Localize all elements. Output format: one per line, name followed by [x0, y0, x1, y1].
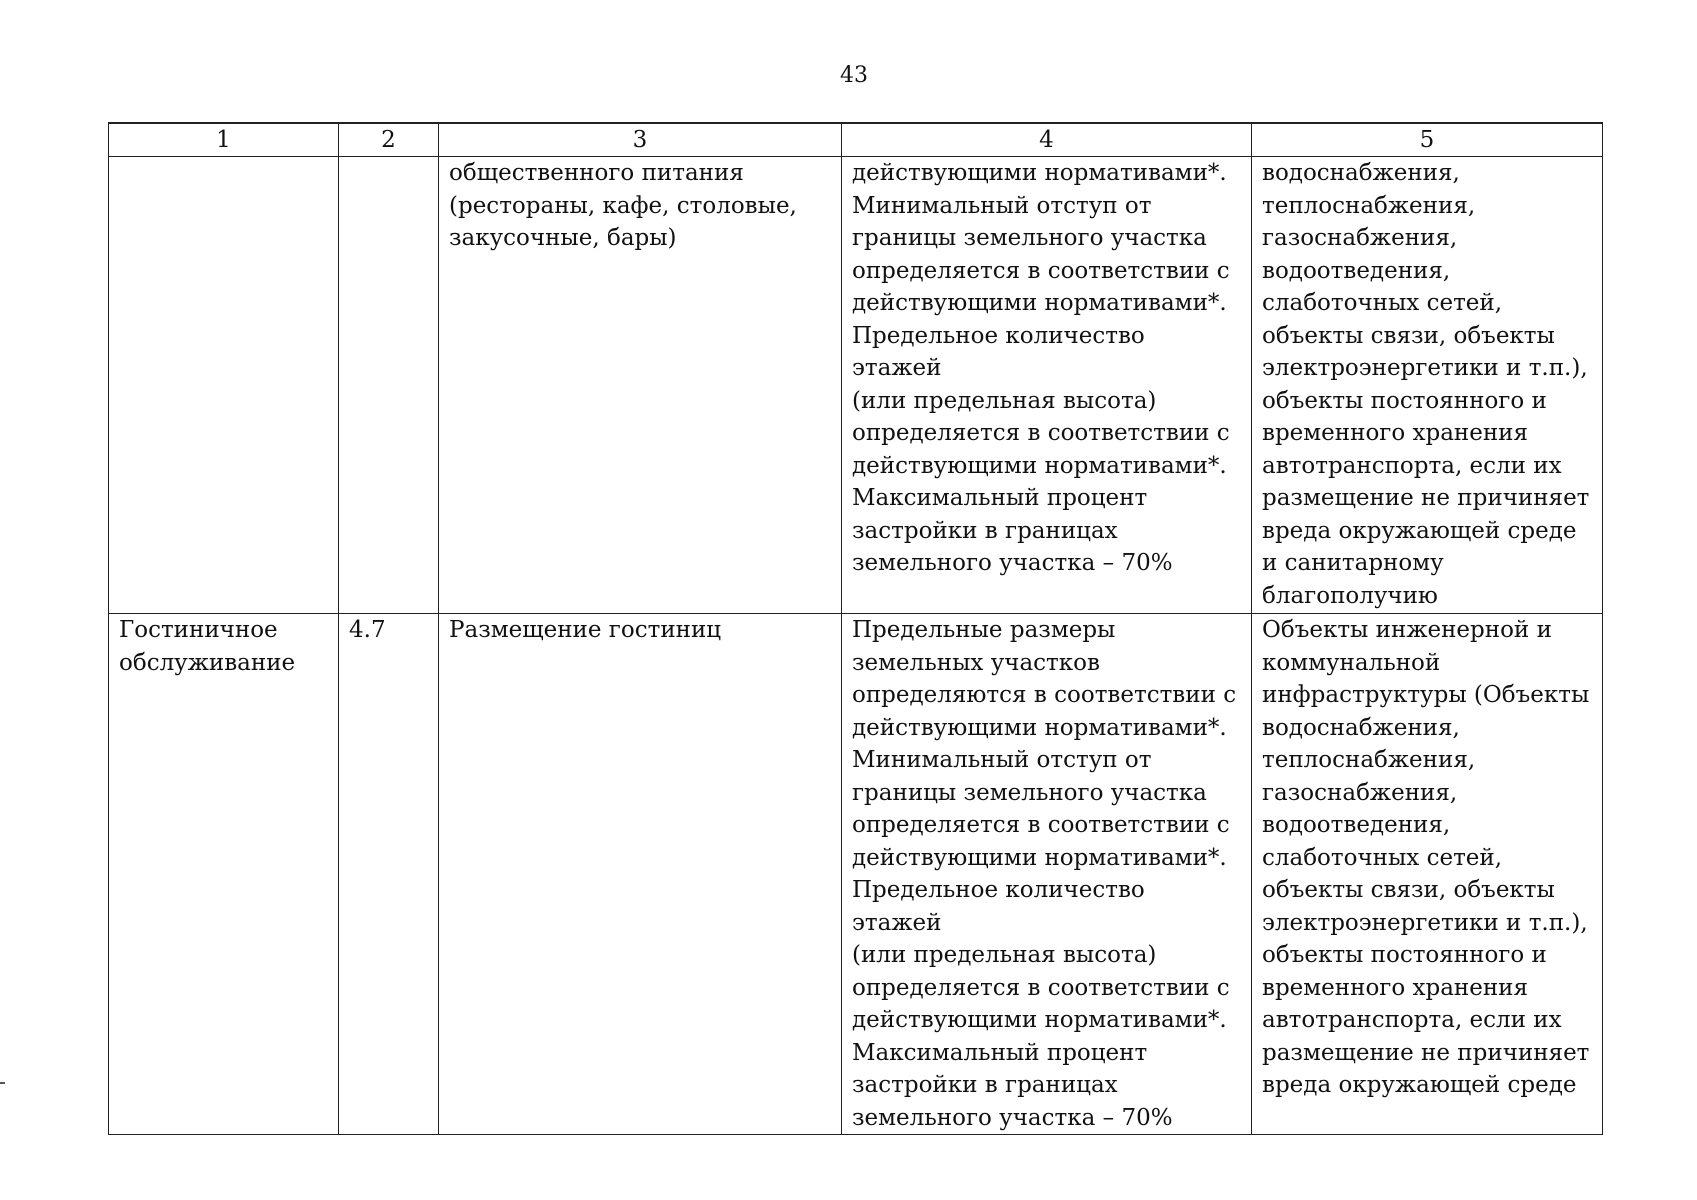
cell-text: общественного питания (рестораны, кафе, столовые, закусочные, бары) [449, 160, 797, 251]
zoning-table [108, 122, 1603, 1135]
cell-description [439, 614, 842, 1135]
header-col-4: 4 [842, 123, 1252, 157]
cell-text: водоснабжения, теплоснабжения, газоснабжения, водоотведения, слаботочных сетей, объекты связи, объекты электроэнергетики и т.п.), объекты постоянного и временного хранения автотранспорта, если их размещение не причиняет вреда окружающей среде и санитарному благополучию [1262, 160, 1590, 609]
table-header [109, 123, 1603, 157]
cell-code [339, 157, 439, 614]
header-col-5: 5 [1252, 123, 1603, 157]
cell-parameters [842, 157, 1252, 614]
cell-code [339, 614, 439, 1135]
cell-auxiliary-uses [1252, 614, 1603, 1135]
cell-description [439, 157, 842, 614]
cell-parameters [842, 614, 1252, 1135]
header-row [109, 123, 1603, 157]
cell-use-type [109, 614, 339, 1135]
header-col-2: 2 [339, 123, 439, 157]
cell-text: действующими нормативами*. Минимальный отступ от границы земельного участка определяется в соответствии с действующими нормативами*. Предельное количество этажей (или предельная высота) определяется в соответствии с действующими нормативами*. Максимальный процент застройки в границах земельного участка – 70% [852, 160, 1230, 576]
table-row [109, 614, 1603, 1135]
page-number: 43 [840, 63, 868, 88]
scan-edge-mark [0, 1082, 5, 1084]
cell-use-type [109, 157, 339, 614]
table-body [109, 157, 1603, 1135]
header-col-1: 1 [109, 123, 339, 157]
cell-text: Размещение гостиниц [449, 617, 722, 643]
cell-text: Предельные размеры земельных участков определяются в соответствии с действующими нормативами*. Минимальный отступ от границы земельного участка определяется в соответствии с действующими нормативами*. Предельное количество этажей (или предельная высота) определяется в соответствии с действующими нормативами*. Максимальный процент застройки в границах земельного участка – 70% [852, 617, 1237, 1131]
cell-text: Гостиничное обслуживание [119, 617, 296, 676]
cell-auxiliary-uses [1252, 157, 1603, 614]
cell-text: 4.7 [349, 617, 386, 643]
table-row [109, 157, 1603, 614]
cell-text: Объекты инженерной и коммунальной инфраструктуры (Объекты водоснабжения, теплоснабжения, газоснабжения, водоотведения, слаботочных сетей, объекты связи, объекты электроэнергетики и т.п.), объекты постоянного и временного хранения автотранспорта, если их размещение не причиняет вреда окружающей среде [1262, 617, 1590, 1098]
header-col-3: 3 [439, 123, 842, 157]
